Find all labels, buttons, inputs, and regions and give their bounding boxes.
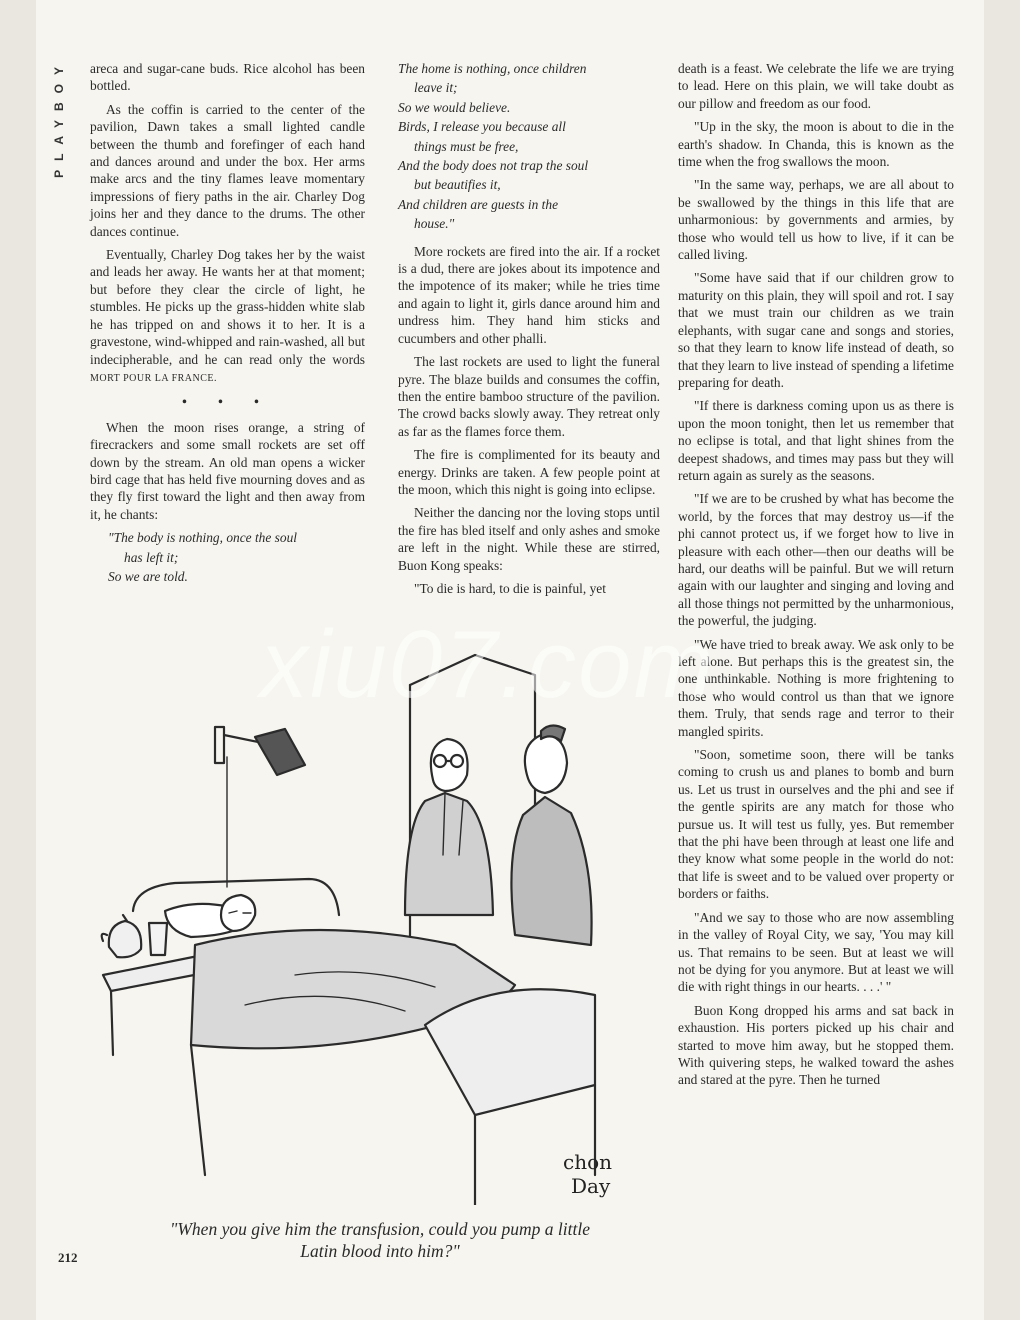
paragraph: "We have tried to break away. We ask only to be left alone. But perhaps this is the greatest sin, the one unthinkable. Nothing is more frightening to those who would control us than that we ignore them. Truly, that sends rage and terror to their mangled spirits. (678, 636, 954, 739)
paragraph: When the moon rises orange, a string of firecrackers and some small rockets are set off down by the stream. An old man opens a wicker bird cage that has held five mourning doves and as they fly first toward the light and then away from it, he chants: (90, 419, 365, 522)
watermark: xiu07.com (260, 611, 716, 718)
paragraph: "To die is hard, to die is painful, yet (414, 580, 606, 596)
paragraph: "If we are to be crushed by what has become the world, by the forces that may destroy us—if the phi cannot protect us, if we forget how to live in pleasure with each other—then our deaths will be hard, our deaths will be painful. But we will return again with our laughter and singing and loving and all those things not permitted by the unharmonious, the powerful, the judging. (678, 491, 954, 629)
paragraph: "And we say to those who are now assembling in the valley of Royal City, we say, 'You may kill us. That remains to be seen. But at least we will not be dying for you anymore. But at least we will die with right things in our hearts. . . .' " (678, 909, 954, 995)
verse (90, 529, 365, 585)
verse-line: leave it; (414, 80, 458, 96)
verse-line: Birds, I release you because all (398, 119, 566, 135)
cartoonist-signature: Day (571, 1174, 611, 1198)
paragraph: Buon Kong dropped his arms and sat back in exhaustion. His porters picked up his chair and started to move him away, but he stopped them. With quivering steps, he walked toward the ashes and stared at the pyre. Then he turned (678, 1002, 954, 1088)
paragraph: "Some have said that if our children grow to maturity on this plain, they will spoil and rot. I say that we must train our children as we train elephants, with sugar cane and songs and stories, so that they learn to know life instead of death, so that they learn to live instead of spending a lifetime preparing for death. (678, 270, 954, 390)
paragraph: The last rockets are used to light the funeral pyre. The blaze builds and consumes the coffin, then the entire bamboo structure of the pavilion. The crowd backs slowly away. They retreat only as far as the flames force them. (398, 354, 660, 439)
paragraph: More rockets are fired into the air. If a rocket is a dud, there are jokes about its impotence and the impotence of its maker; while he tries time and again to light it, girls dance around him and undress him. They hand him sticks and cucumbers and other phalli. (398, 243, 660, 346)
page-number: 212 (58, 1250, 78, 1265)
paragraph: "If there is darkness coming upon us as there is upon the moon tonight, then let us remember that no eclipse is total, and that light shines from the deepest shadows, and times may pass but they will return again as surely as the seasons. (678, 398, 954, 483)
column-3 (678, 60, 954, 1095)
paragraph: death is a feast. We celebrate the life we are trying to lead. Here on this plain, we will take doubt as our pillow and freedom as our food. (678, 61, 954, 111)
verse-line: And the body does not trap the soul (398, 158, 589, 174)
paragraph: "In the same way, perhaps, we are all about to be swallowed by the things in this life that are unharmonious: by governments and armies, by those who would tell us how to live, if it can be called living. (678, 177, 954, 263)
cartoon-illustration (95, 615, 660, 1205)
verse-line: "The body is nothing, once the soul (108, 530, 297, 546)
paragraph: areca and sugar-cane buds. Rice alcohol has been bottled. (90, 61, 365, 94)
verse-line: So we are told. (108, 568, 188, 584)
paragraph (90, 246, 365, 387)
verse-line: So we would believe. (398, 99, 511, 115)
verse (398, 60, 660, 233)
verse-line: And children are guests in the (398, 196, 559, 212)
verse-line: house." (414, 216, 455, 232)
small-caps-text: MORT POUR LA FRANCE. (90, 372, 218, 384)
section-break: • • • (182, 394, 273, 410)
verse-line: has left it; (124, 549, 179, 565)
paragraph-text: Eventually, Charley Dog takes her by the waist and leads her away. He wants her at that moment; but before they clear the circle of light, he stumbles. He picks up the grass-hidden white slab he has tripped on and shows it to her. It is a gravestone, wind-whipped and rain-washed, all but indecipherable, and he can read only the words (90, 247, 365, 367)
cartoonist-signature: chon (563, 1150, 613, 1174)
verse-line: but beautifies it, (414, 177, 501, 193)
masthead: PLAYBOY (52, 58, 66, 178)
paragraph: "Soon, sometime soon, there will be tanks coming to crush us and planes to bomb and burn us. Let us trust in ourselves and the phi and see if the gentle spirits are any match for those who pursue us. It will test us fully, yes. But remember that the phi have been through at least one life and they know what some people in the world do not: that life is sweet and to be valued over property or borders or faiths. (678, 747, 954, 902)
verse-line: The home is nothing, once children (398, 61, 587, 76)
paragraph: "Up in the sky, the moon is about to die in the earth's shadow. In Chanda, this is known as the time when the frog swallows the moon. (678, 119, 954, 170)
paragraph: The fire is complimented for its beauty and energy. Drinks are taken. A few people point at the moon, which this night is going into eclipse. (398, 447, 660, 497)
cartoon-caption: "When you give him the transfusion, could you pump a little Latin blood into him?" (170, 1219, 590, 1261)
paragraph: As the coffin is carried to the center of the pavilion, Dawn takes a small lighted candle between the thumb and forefinger of each hand and dances around and under the box. Her arms make arcs and the tiny flames leave momentary impressions of fiery paths in the air. Charley Dog joins her and they dance to the drums. The other dances continue. (90, 101, 365, 239)
column-2 (398, 60, 660, 603)
paragraph: Neither the dancing nor the loving stops until the fire has bled itself and only ashes and smoke are left in the night. While these are stirred, Buon Kong speaks: (398, 505, 660, 573)
verse-line: things must be free, (414, 138, 519, 154)
column-1 (90, 60, 365, 595)
